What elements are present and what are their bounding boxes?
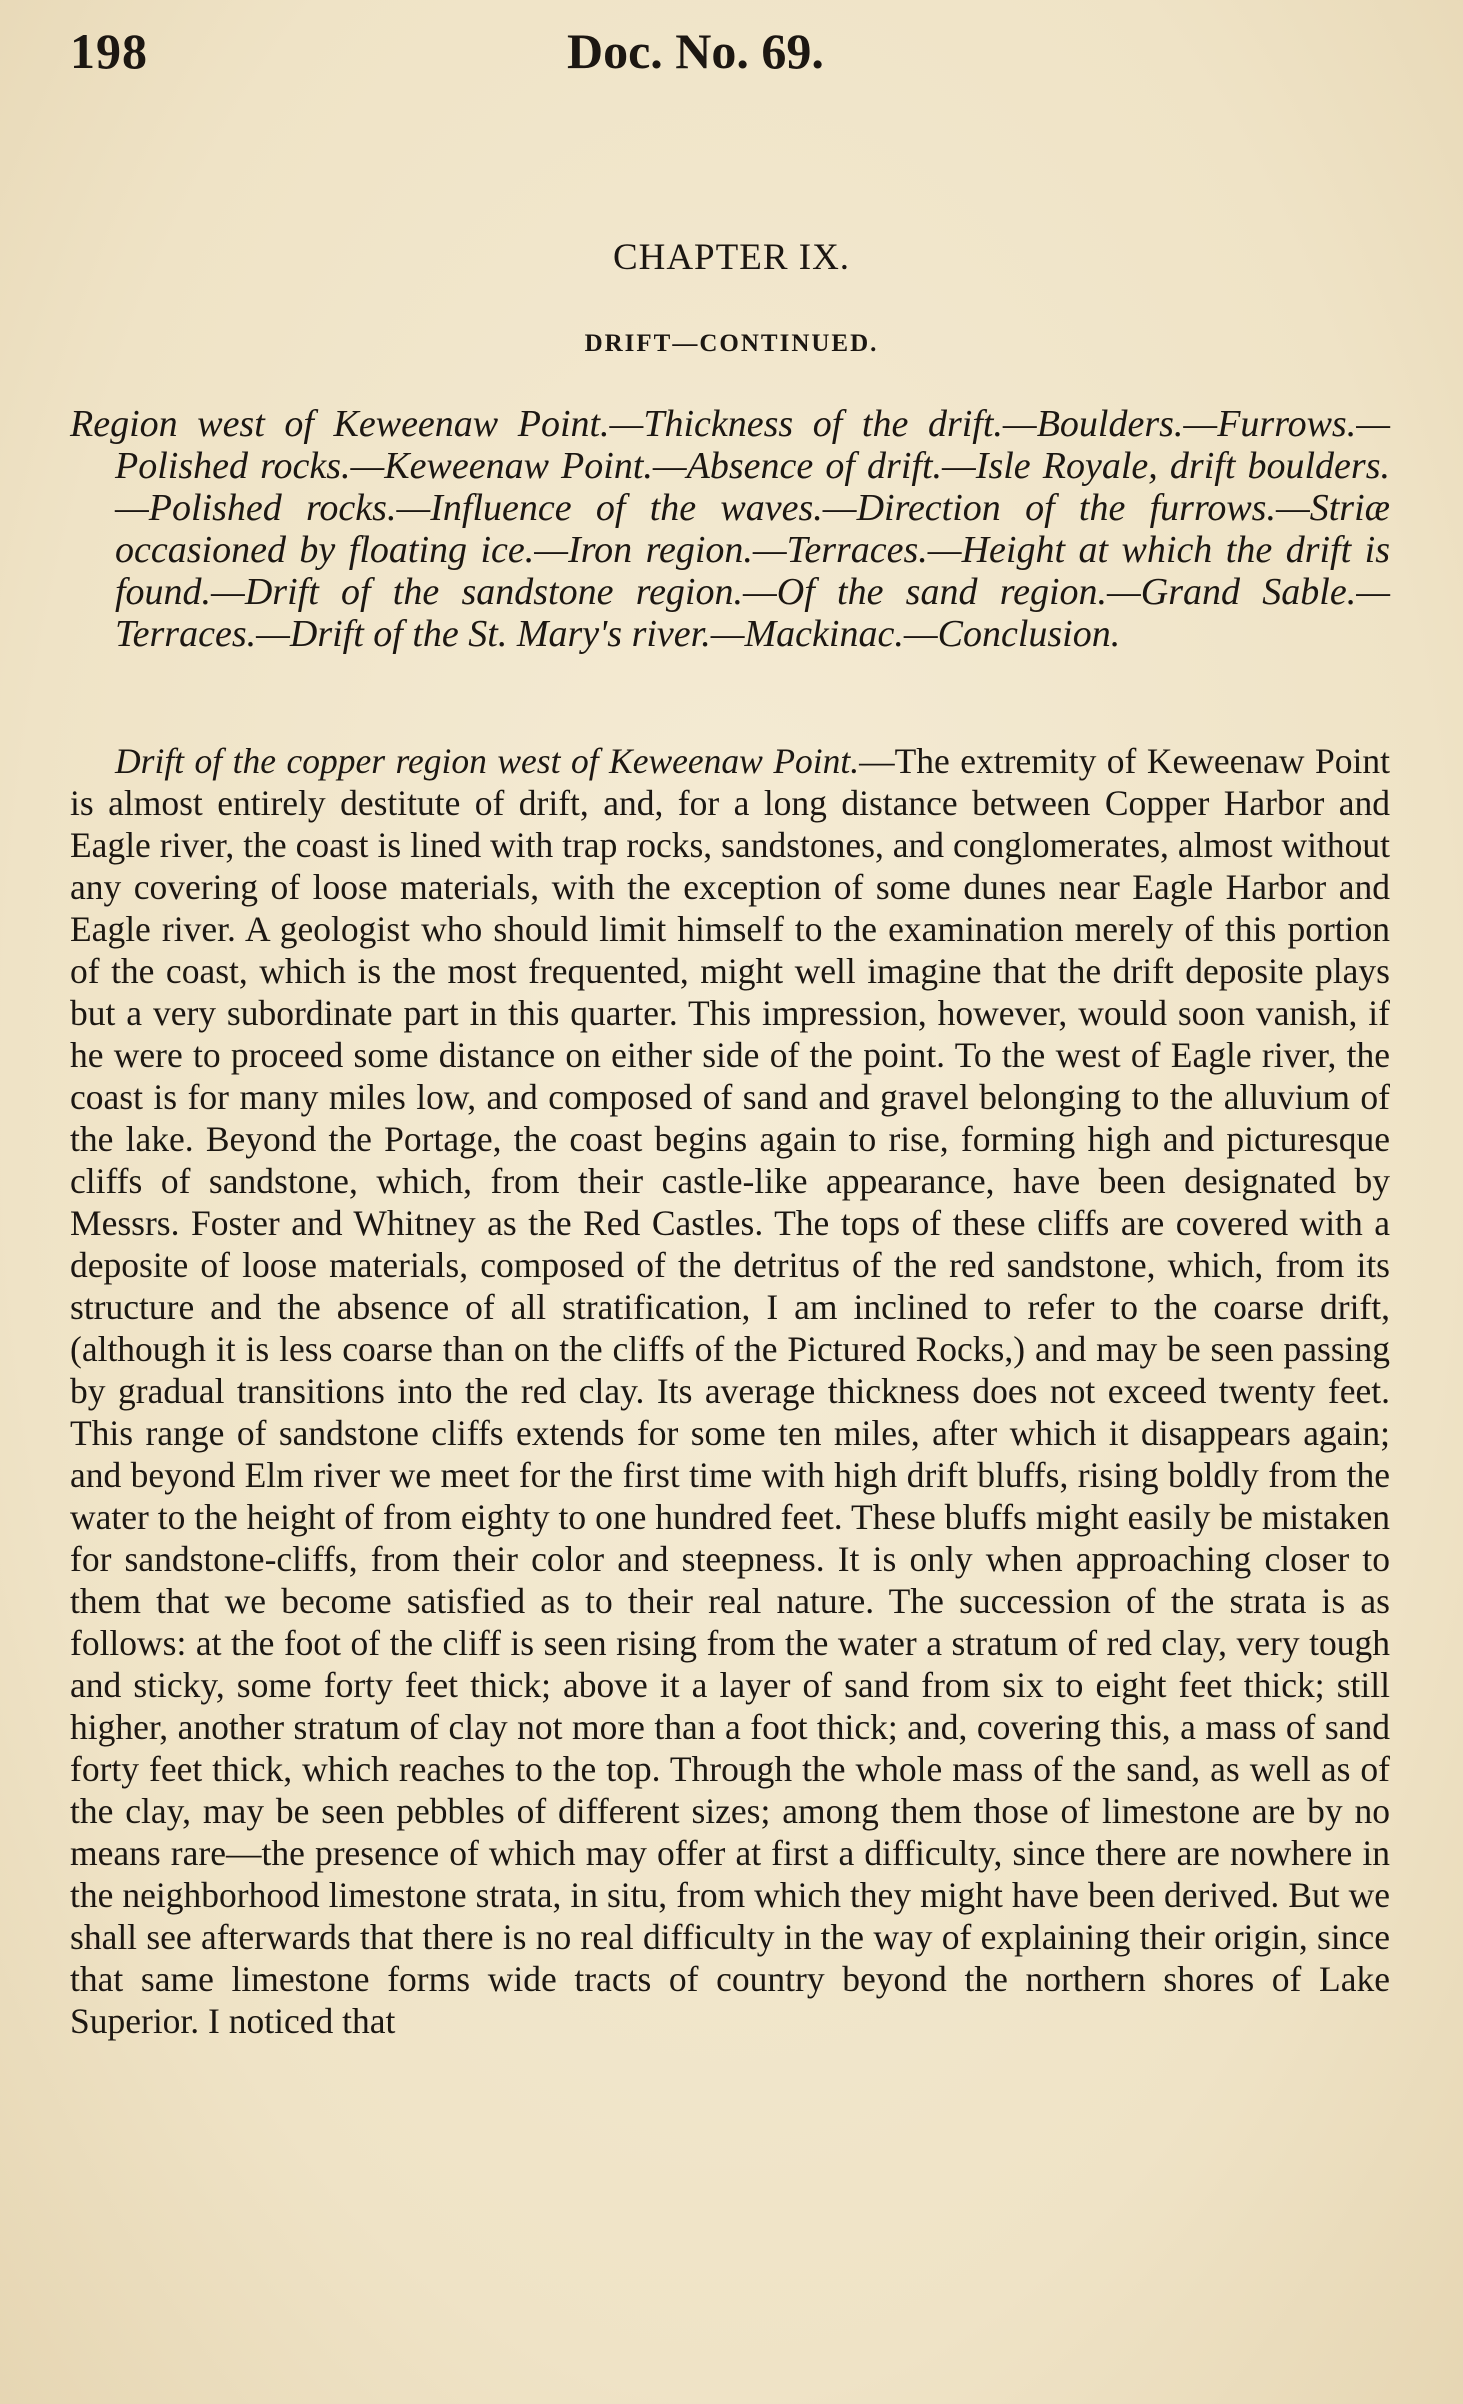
body-paragraph <box>70 740 1390 2042</box>
running-header <box>70 22 1400 92</box>
chapter-synopsis <box>70 403 1390 655</box>
chapter-subtitle: DRIFT—CONTINUED. <box>584 330 879 357</box>
chapter-title: CHAPTER IX. <box>612 237 851 278</box>
document-reference: Doc. No. 69. <box>567 23 824 79</box>
synopsis-text: Region west of Keweenaw Point.—Thickness of the drift.—Boulders.—Furrows.—Polished rocks.—Keweenaw Point.—Absence of drift.—Isle Royale, drift boulders.—Polished rocks.—Influence of the waves.—Direction of the furrows.—Striæ occasioned by floating ice.—Iron region.—Terraces.—Height at which the drift is found.—Drift of the sandstone region.—Of the sand region.—Grand Sable.—Terraces.—Drift of the St. Mary's river.—Mackinac.—Conclusion. <box>70 403 1390 655</box>
paragraph-lead: Drift of the copper region west of Keweenaw Point. <box>115 741 860 781</box>
paragraph-text: —The extremity of Keweenaw Point is almost entirely destitute of drift, and, for a long distance between Copper Harbor and Eagle river, the coast is lined with trap rocks, sandstones, and conglomerates, almost without any covering of loose materials, with the exception of some dunes near Eagle Harbor and Eagle river. A geologist who should limit himself to the examination merely of this portion of the coast, which is the most frequented, might well imagine that the drift deposite plays but a very subordinate part in this quarter. This impression, however, would soon vanish, if he were to proceed some distance on either side of the point. To the west of Eagle river, the coast is for many miles low, and composed of sand and gravel belonging to the alluvium of the lake. Beyond the Portage, the coast begins again to rise, forming high and picturesque cliffs of sandstone, which, from their castle-like appearance, have been designated by Messrs. Foster and Whitney as the Red Castles. The tops of these cliffs are covered with a deposite of loose materials, composed of the detritus of the red sandstone, which, from its structure and the absence of all stratification, I am inclined to refer to the coarse drift, (although it is less coarse than on the cliffs of the Pictured Rocks,) and may be seen passing by gradual transitions into the red clay. Its average thickness does not exceed twenty feet. This range of sandstone cliffs extends for some ten miles, after which it disappears again; and beyond Elm river we meet for the first time with high drift bluffs, rising boldly from the water to the height of from eighty to one hundred feet. These bluffs might easily be mistaken for sandstone-cliffs, from their color and steepness. It is only when approaching closer to them that we become satisfied as to their real nature. The succession of the strata is as follows: at the foot of the cliff is seen rising from the water a stratum of red clay, very tough and sticky, some forty feet thick; above it a layer of sand from six to eight feet thick; still higher, another stratum of clay not more than a foot thick; and, covering this, a mass of sand forty feet thick, which reaches to the top. Through the whole mass of the sand, as well as of the clay, may be seen pebbles of different sizes; among them those of limestone are by no means rare—the presence of which may offer at first a difficulty, since there are nowhere in the neighborhood limestone strata, in situ, from which they might have been derived. But we shall see afterwards that there is no real difficulty in the way of explaining their origin, since that same limestone forms wide tracts of country beyond the northern shores of Lake Superior. I noticed that <box>70 741 1390 2041</box>
page-number: 198 <box>70 23 148 79</box>
